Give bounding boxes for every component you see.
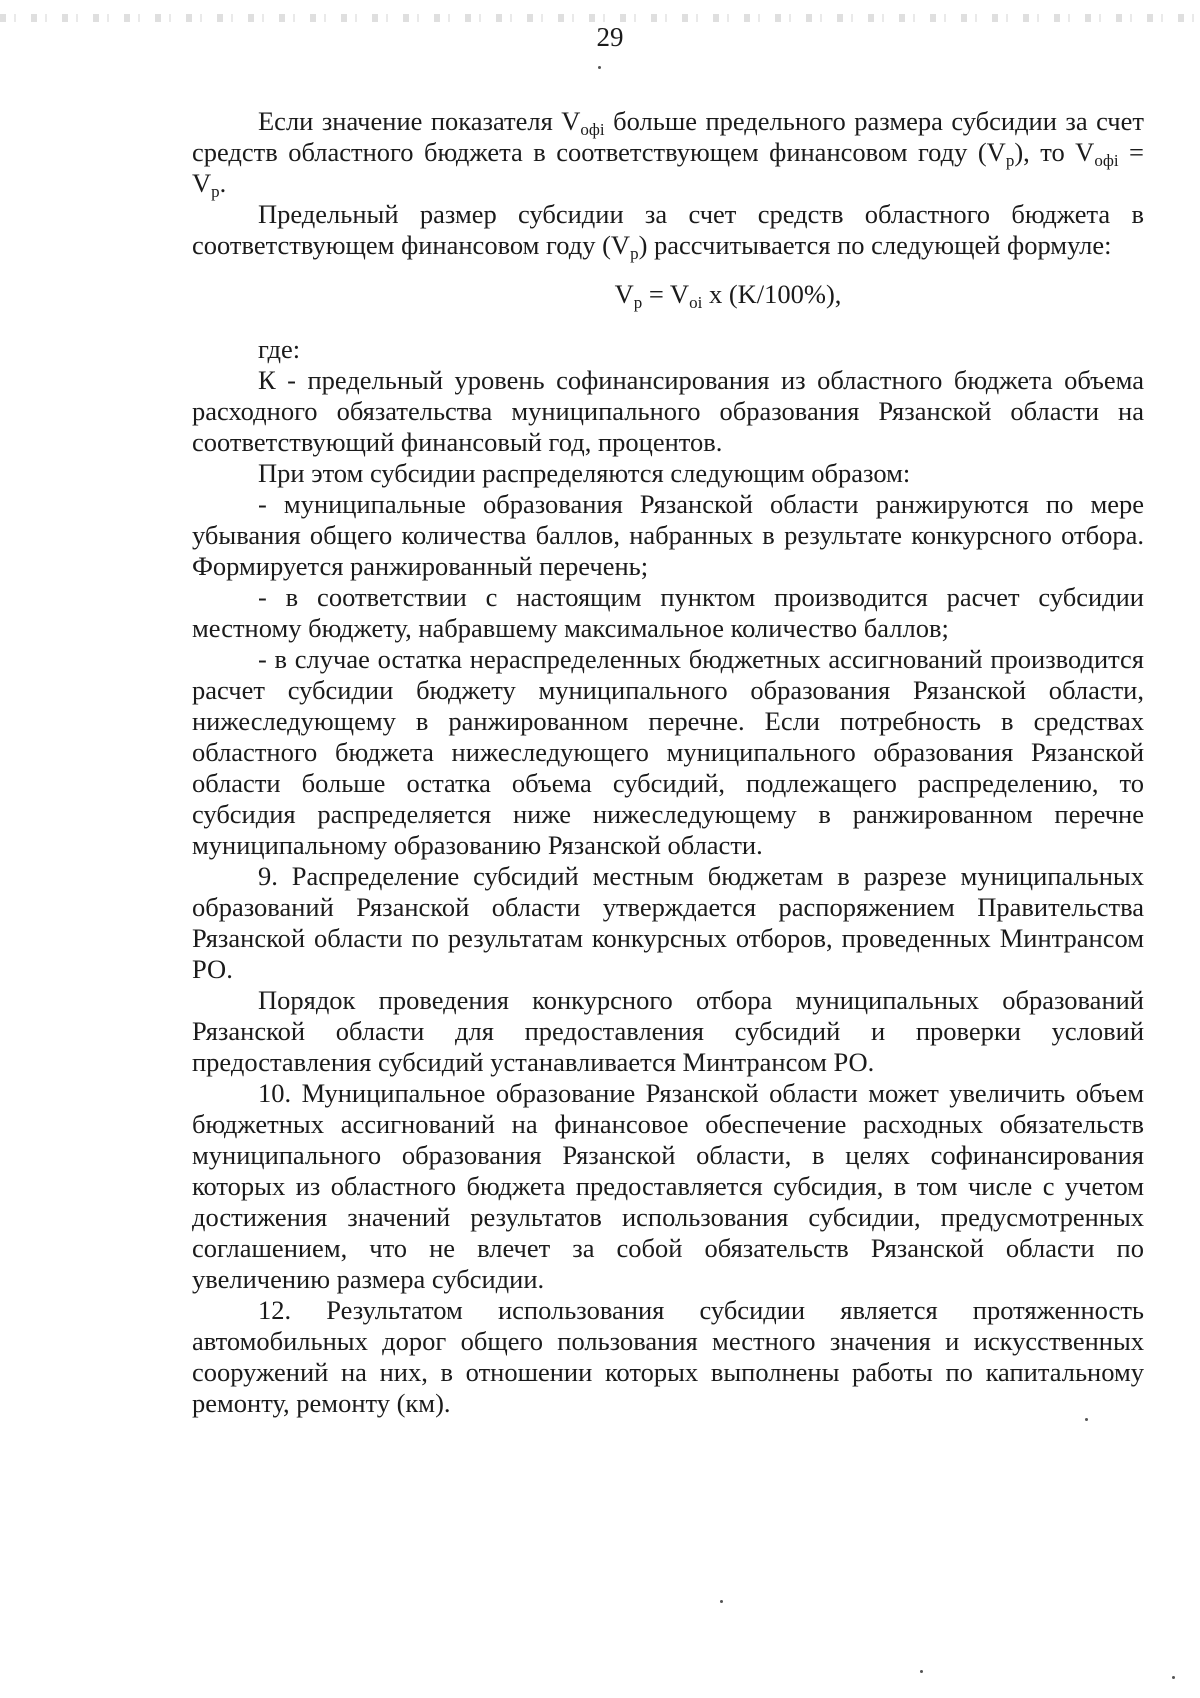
formula: $V_p = V_{oi}$ x (K/100%), [614, 279, 842, 312]
paragraph-section-10: 10. Муниципальное образование Рязанской области может увеличить объем бюджетных ассигнований на финансовое обеспечение расходных обязательств муниципального образования Рязанской области, в целях софинансирования которых из областного бюджета предоставляется субсидия, в том числе с учетом достижения значений результатов использования субсидии, предусмотренных соглашением, что не влечет за собой обязательств Рязанской области по увеличению размера субсидии. [192, 1078, 1144, 1294]
list-item-calculation: - в соответствии с настоящим пунктом производится расчет субсидии местному бюджету, набравшему максимальное количество баллов; [192, 582, 1144, 643]
paragraph-selection-procedure: Порядок проведения конкурсного отбора муниципальных образований Рязанской области для предоставления субсидий и проверки условий предоставления субсидий устанавливается Минтрансом РО. [192, 985, 1144, 1077]
page-number: 29 [596, 22, 624, 52]
paragraph-section-9: 9. Распределение субсидий местным бюджетам в разрезе муниципальных образований Рязанской области утверждается распоряжением Правительства Рязанской области по результатам конкурсных отборов, проведенных Минтрансом РО. [192, 861, 1144, 984]
paragraph-limit-formula-intro: Предельный размер субсидии за счет средств областного бюджета в соответствующем финансовом году $(V_p)$ рассчитывается по следующей формуле: [192, 199, 1144, 263]
scan-speck [720, 1600, 723, 1603]
list-item-ranking: - муниципальные образования Рязанской области ранжируются по мере убывания общего количества баллов, набранных в результате конкурсного отбора. Формируется ранжированный перечень; [192, 489, 1144, 581]
paragraph-section-12: 12. Результатом использования субсидии является протяженность автомобильных дорог общего пользования местного значения и искусственных сооружений на них, в отношении которых выполнены работы по капитальному ремонту, ремонту (км). [192, 1295, 1144, 1418]
paragraph-k-definition: К - предельный уровень софинансирования из областного бюджета объема расходного обязательства муниципального образования Рязанской области на соответствующий финансовый год, процентов. [192, 365, 1144, 457]
paragraph-distribution-intro: При этом субсидии распределяются следующим образом: [258, 458, 911, 488]
document-body [192, 106, 1144, 1419]
scan-speck [598, 66, 601, 69]
scan-speck [920, 1670, 923, 1673]
paragraph-vofi-limit: Если значение показателя $V_{офi}$ больше предельного размера субсидии за счет средств областного бюджета в соответствующем финансовом году $(V_p)$, то $V_{офi} = V_p$. [192, 106, 1144, 201]
scan-speck [1085, 1418, 1088, 1421]
list-item-remaining: - в случае остатка нераспределенных бюджетных ассигнований производится расчет субсидии бюджету муниципального образования Рязанской области, нижеследующему в ранжированном перечне. Если потребность в средствах областного бюджета нижеследующего муниципального образования Рязанской области больше остатка объема субсидий, подлежащего распределению, то субсидия распределяется ниже нижеследующему в ранжированном перечне муниципальному образованию Рязанской области. [192, 644, 1144, 860]
scan-edge-artifact [0, 14, 1200, 22]
paragraph-where: где: [258, 334, 301, 364]
scan-speck [1172, 1676, 1175, 1679]
